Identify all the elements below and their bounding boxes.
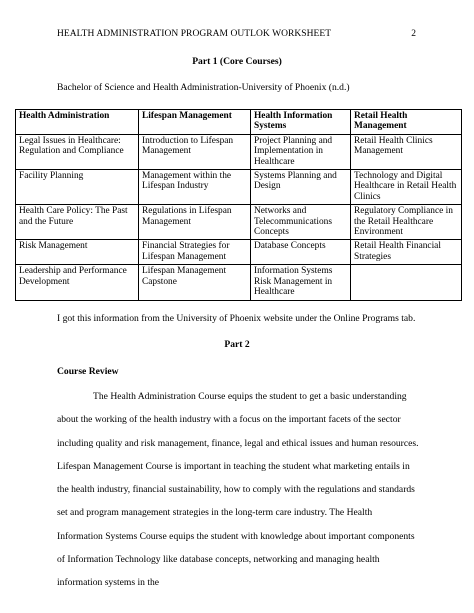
table-cell: Project Planning and Implementation in Healthcare xyxy=(251,134,351,169)
table-cell: Facility Planning xyxy=(16,170,139,205)
course-review-heading: Course Review xyxy=(57,366,119,377)
course-review-paragraph: The Health Administration Course equips the student to get a basic understanding about the working of the health industry with a focus on the important facets of the sector including quality and risk management, finance, legal and ethical issues and human resources. Lifespan Management Course is important in teaching the student what marketing entails in the health industry, financial sustainability, how to comply with the regulations and standards set and program management strategies in the long-term care industry. The Health Information Systems Course equips the student with knowledge about important components of Information Technology like database concepts, networking and managing health information systems in the xyxy=(57,391,419,589)
table-cell: Regulatory Compliance in the Retail Healthcare Environment xyxy=(351,205,462,240)
table-cell: Lifespan Management Capstone xyxy=(139,265,251,300)
table-cell: Retail Health Clinics Management xyxy=(351,134,462,169)
table-row xyxy=(16,205,462,240)
table-header-row xyxy=(16,110,462,135)
table-row xyxy=(16,265,462,300)
table-cell: Retail Health Financial Strategies xyxy=(351,240,462,265)
table-cell xyxy=(351,265,462,300)
column-header: Health Information Systems xyxy=(251,110,351,135)
part1-title: Part 1 (Core Courses) xyxy=(192,56,282,67)
table-cell: Management within the Lifespan Industry xyxy=(139,170,251,205)
table-cell: Regulations in Lifespan Management xyxy=(139,205,251,240)
table-cell: Information Systems Risk Management in Healthcare xyxy=(251,265,351,300)
column-header: Health Administration xyxy=(16,110,139,135)
table-cell: Health Care Policy: The Past and the Future xyxy=(16,205,139,240)
table-cell: Technology and Digital Healthcare in Retail Health Clinics xyxy=(351,170,462,205)
page-number: 2 xyxy=(411,29,416,39)
part2-title: Part 2 xyxy=(224,339,250,350)
info-source-note: I got this information from the University of Phoenix website under the Online Programs tab. xyxy=(57,313,416,324)
table-row xyxy=(16,134,462,169)
table-cell: Financial Strategies for Lifespan Management xyxy=(139,240,251,265)
running-head: HEALTH ADMINISTRATION PROGRAM OUTLOK WORKSHEET xyxy=(57,29,332,39)
table-cell: Networks and Telecommunications Concepts xyxy=(251,205,351,240)
core-courses-table xyxy=(15,109,462,301)
source-citation: Bachelor of Science and Health Administration-University of Phoenix (n.d.) xyxy=(57,82,350,93)
table-cell: Introduction to Lifespan Management xyxy=(139,134,251,169)
table-cell: Database Concepts xyxy=(251,240,351,265)
table-row xyxy=(16,240,462,265)
column-header: Lifespan Management xyxy=(139,110,251,135)
table-cell: Risk Management xyxy=(16,240,139,265)
column-header: Retail Health Management xyxy=(351,110,462,135)
table-cell: Systems Planning and Design xyxy=(251,170,351,205)
table-cell: Leadership and Performance Development xyxy=(16,265,139,300)
table-row xyxy=(16,170,462,205)
table-cell: Legal Issues in Healthcare: Regulation and Compliance xyxy=(16,134,139,169)
